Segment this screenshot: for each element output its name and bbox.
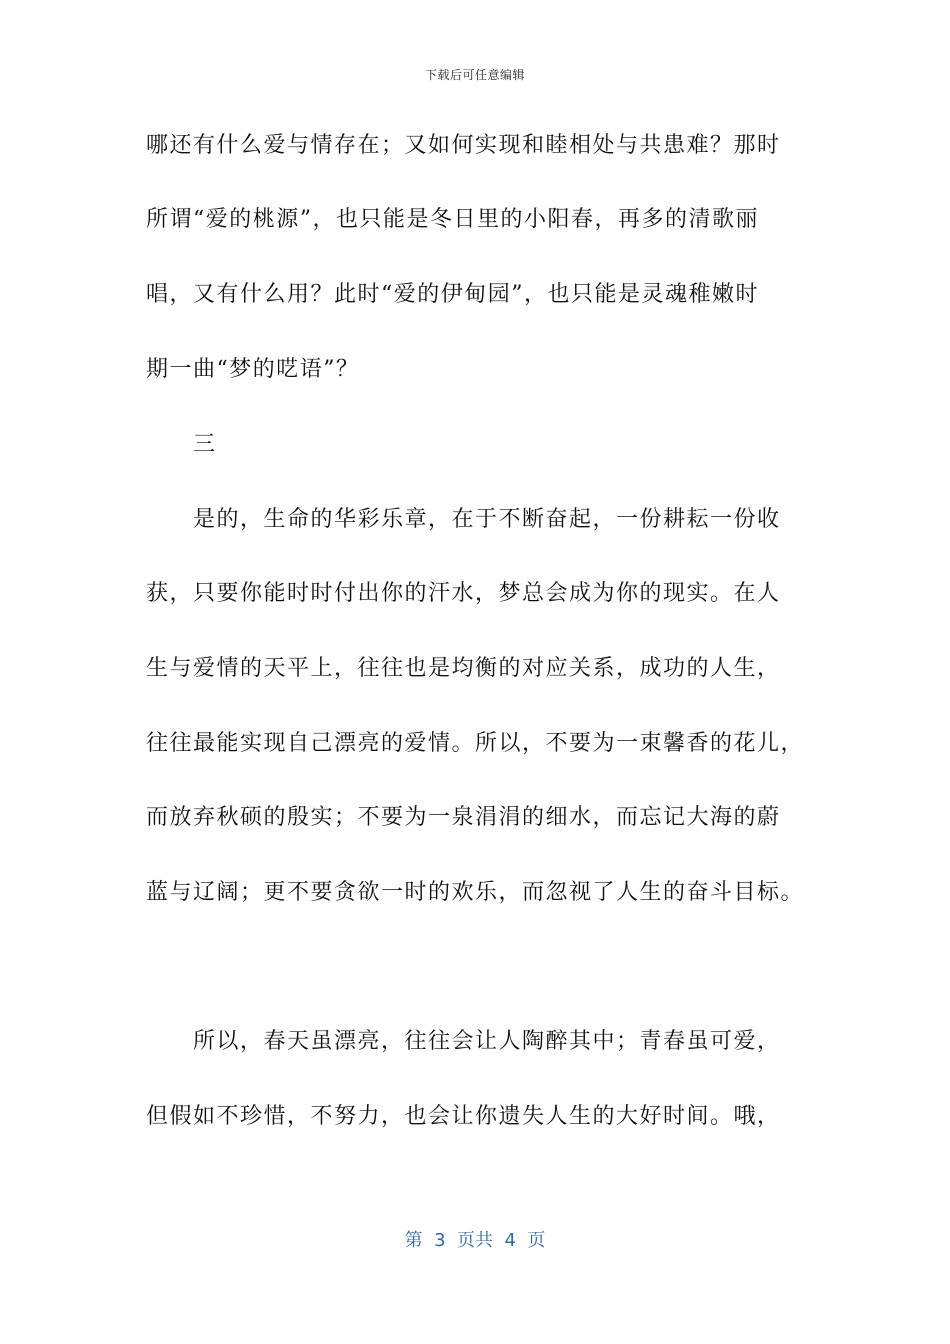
text-line-8: 生与爱情的天平上，往往也是均衡的对应关系，成功的人生， [146,656,781,681]
page-header-note: 下载后可任意编辑 [424,68,525,82]
text-line-2: 所谓“爱的桃源”，也只能是冬日里的小阳春，再多的清歌丽 [146,207,759,232]
text-line-12: 所以，春天虽漂亮，往往会让人陶醉其中；青春虽可爱， [193,1029,781,1054]
text-line-6: 是的，生命的华彩乐章，在于不断奋起，一份耕耘一份收 [193,507,781,532]
text-line-3: 唱，又有什么用？此时“爱的伊甸园”，也只能是灵魂稚嫩时 [146,282,759,307]
text-line-10: 而放弃秋硕的殷实；不要为一泉涓涓的细水，而忘记大海的蔚 [146,805,781,830]
text-line-7: 获，只要你能时时付出你的汗水，梦总会成为你的现实。在人 [146,581,781,606]
text-line-4: 期一曲“梦的呓语”？ [146,357,360,382]
text-line-1: 哪还有什么爱与情存在；又如何实现和睦相处与共患难？那时 [146,133,781,158]
text-line-13: 但假如不珍惜，不努力，也会让你遗失人生的大好时间。哦， [146,1104,781,1129]
section-heading-3: 三 [193,432,217,457]
text-line-9: 往往最能实现自己漂亮的爱情。所以，不要为一束馨香的花儿， [146,731,805,756]
page-number-footer: 第 3 页共 4 页 [404,1230,546,1251]
text-line-11: 蓝与辽阔；更不要贪欲一时的欢乐，而忽视了人生的奋斗目标。 [146,880,805,905]
